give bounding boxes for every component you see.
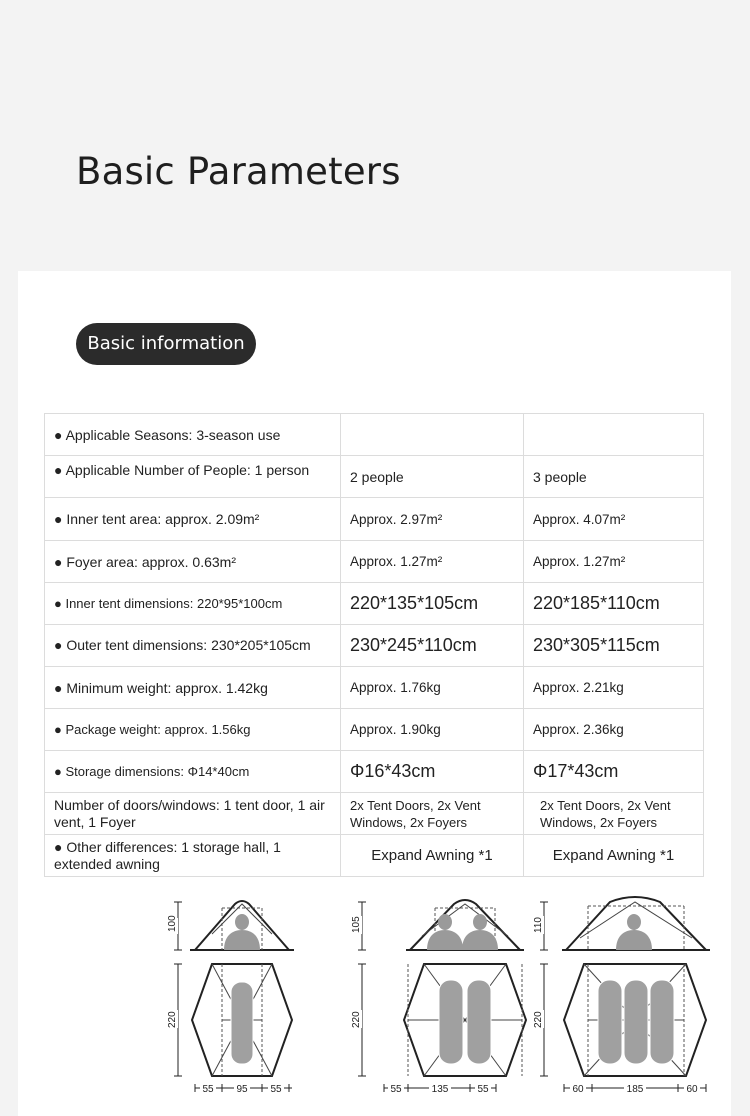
table-row (45, 456, 704, 498)
row-value-2p: 2 people (341, 456, 524, 498)
table-row (45, 751, 704, 793)
row-value-3p: Approx. 2.21kg (524, 667, 704, 709)
side-label-2p-right: 55 (477, 1084, 489, 1095)
row-value-3p: 2x Tent Doors, 2x Vent Windows, 2x Foyers (524, 793, 704, 835)
row-value-3p (524, 414, 704, 456)
table-row (45, 625, 704, 667)
row-label-people: ● Applicable Number of People: 1 person (45, 456, 341, 498)
row-value-2p: Approx. 2.97m² (341, 498, 524, 541)
spec-table (44, 413, 704, 877)
row-label-package-weight: ● Package weight: approx. 1.56kg (45, 709, 341, 751)
side-label-1p-left: 55 (202, 1084, 214, 1095)
row-label-min-weight: ● Minimum weight: approx. 1.42kg (45, 667, 341, 709)
table-row (45, 793, 704, 835)
table-row (45, 541, 704, 583)
table-row (45, 414, 704, 456)
section-label-pill: Basic information (76, 323, 256, 365)
height-label-2p: 105 (351, 916, 362, 933)
length-label-1p: 220 (167, 1011, 178, 1028)
diagram-3p (532, 897, 710, 1095)
floor-plan-2p (350, 964, 526, 1095)
side-view-1p (166, 901, 294, 950)
height-label-3p: 110 (533, 917, 544, 933)
side-label-3p-left: 60 (572, 1084, 584, 1095)
row-value-2p (341, 414, 524, 456)
row-value-2p: Approx. 1.76kg (341, 667, 524, 709)
table-row (45, 498, 704, 541)
diagram-1p (166, 901, 294, 1095)
row-value-3p: Φ17*43cm (524, 751, 704, 793)
side-label-2p-left: 55 (390, 1084, 402, 1095)
table-row (45, 835, 704, 877)
row-label-inner-dimensions: ● Inner tent dimensions: 220*95*100cm (45, 583, 341, 625)
row-label-doors: Number of doors/windows: 1 tent door, 1 air vent, 1 Foyer (45, 793, 341, 835)
row-value-2p: 220*135*105cm (341, 583, 524, 625)
side-view-2p (350, 900, 524, 950)
length-label-2p: 220 (351, 1011, 362, 1028)
row-label-foyer-area: ● Foyer area: approx. 0.63m² (45, 541, 341, 583)
row-value-3p: 220*185*110cm (524, 583, 704, 625)
row-label-seasons: ● Applicable Seasons: 3-season use (45, 414, 341, 456)
row-value-2p: Approx. 1.27m² (341, 541, 524, 583)
row-value-2p: 230*245*110cm (341, 625, 524, 667)
row-value-3p: Expand Awning *1 (524, 835, 704, 877)
row-value-2p: Approx. 1.90kg (341, 709, 524, 751)
side-label-3p-right: 60 (686, 1084, 698, 1095)
side-view-3p (532, 897, 710, 950)
row-label-other: ● Other differences: 1 storage hall, 1 extended awning (45, 835, 341, 877)
table-row (45, 583, 704, 625)
row-value-3p: Approx. 4.07m² (524, 498, 704, 541)
floor-plan-1p (166, 964, 292, 1095)
row-value-3p: Approx. 2.36kg (524, 709, 704, 751)
width-label-2p: 135 (431, 1084, 449, 1095)
page-title: Basic Parameters (76, 150, 401, 193)
diagram-2p (350, 900, 526, 1095)
height-label-1p: 100 (167, 915, 178, 932)
table-row (45, 709, 704, 751)
row-value-2p: 2x Tent Doors, 2x Vent Windows, 2x Foyers (341, 793, 524, 835)
floor-plan-3p (532, 964, 706, 1095)
tent-diagrams (140, 890, 730, 1110)
length-label-3p: 220 (533, 1011, 544, 1028)
row-value-3p: 230*305*115cm (524, 625, 704, 667)
row-label-outer-dimensions: ● Outer tent dimensions: 230*205*105cm (45, 625, 341, 667)
table-row (45, 667, 704, 709)
tent-diagrams-svg (140, 890, 730, 1110)
width-label-3p: 185 (626, 1084, 644, 1095)
row-value-3p: 3 people (524, 456, 704, 498)
side-label-1p-right: 55 (270, 1084, 282, 1095)
row-value-2p: Expand Awning *1 (341, 835, 524, 877)
width-label-1p: 95 (236, 1084, 248, 1095)
row-value-2p: Φ16*43cm (341, 751, 524, 793)
row-label-storage: ● Storage dimensions: Φ14*40cm (45, 751, 341, 793)
row-value-3p: Approx. 1.27m² (524, 541, 704, 583)
row-label-inner-area: ● Inner tent area: approx. 2.09m² (45, 498, 341, 541)
